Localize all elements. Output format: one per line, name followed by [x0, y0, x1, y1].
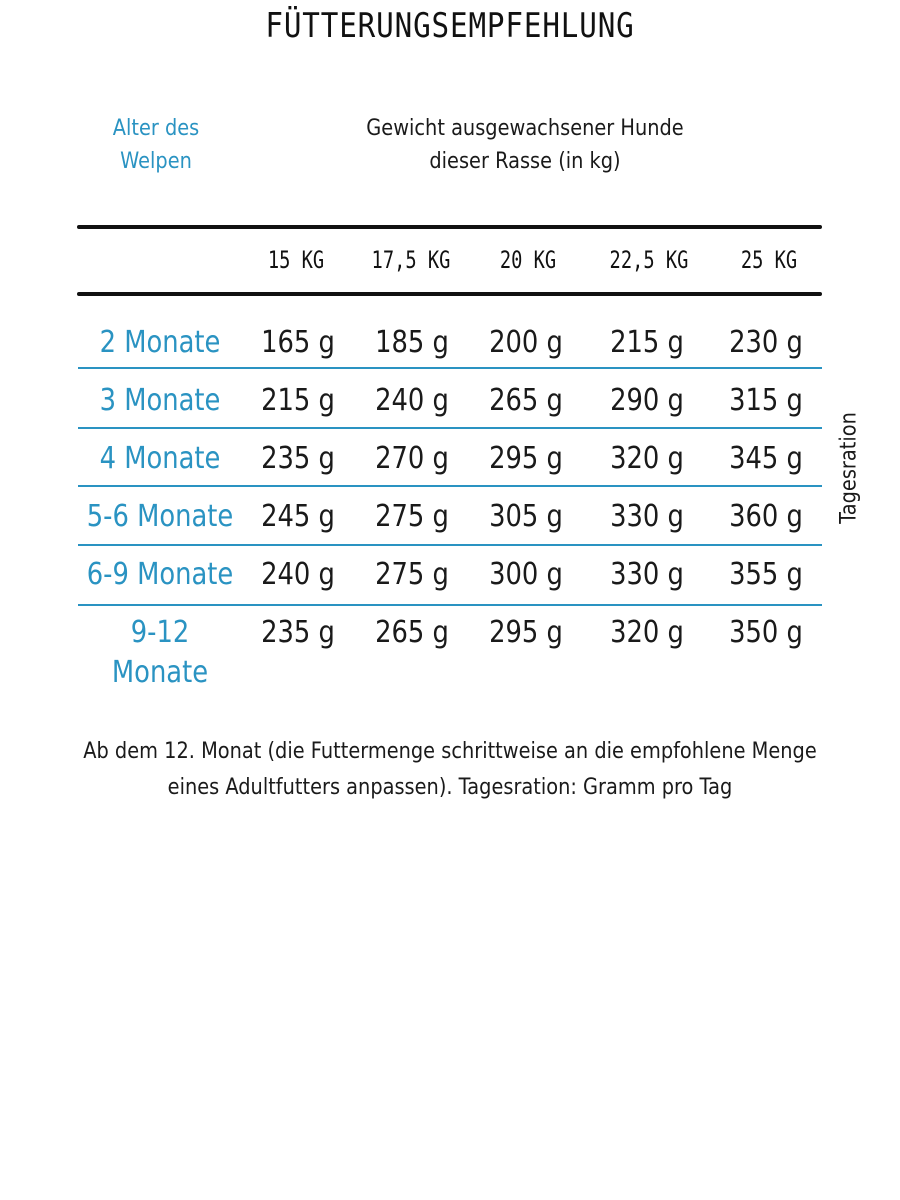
table-row	[0, 323, 900, 363]
table-cell: 165 g	[261, 325, 335, 360]
row-age-label: 5-6 Monate	[86, 499, 234, 534]
table-row	[0, 381, 900, 421]
table-cell: 275 g	[375, 499, 449, 534]
weight-header-line-2: dieser Rasse (in kg)	[429, 149, 621, 174]
table-cell: 235 g	[261, 615, 335, 650]
table-cell: 240 g	[375, 383, 449, 418]
footnote	[54, 734, 846, 806]
table-cell: 265 g	[375, 615, 449, 650]
table-row	[0, 555, 900, 595]
weight-header-line-1: Gewicht ausgewachsener Hunde	[366, 116, 684, 141]
row-age-label: 2 Monate	[99, 325, 221, 360]
table-cell: 200 g	[489, 325, 563, 360]
age-header-line-1: Alter des	[112, 116, 200, 141]
table-cell: 265 g	[489, 383, 563, 418]
table-cell: 215 g	[610, 325, 684, 360]
weight-column-heading: 25 KG	[740, 246, 798, 274]
table-cell: 330 g	[610, 499, 684, 534]
weight-column-heading: 15 KG	[267, 246, 325, 274]
table-cell: 290 g	[610, 383, 684, 418]
table-cell: 300 g	[489, 557, 563, 592]
weight-column-heading: 17,5 KG	[371, 246, 451, 274]
table-row	[0, 497, 900, 537]
page-title: FÜTTERUNGSEMPFEHLUNG	[265, 6, 635, 46]
table-row	[0, 439, 900, 479]
table-cell: 185 g	[375, 325, 449, 360]
table-cell: 275 g	[375, 557, 449, 592]
table-cell: 350 g	[729, 615, 803, 650]
row-age-label: 9-12 Monate	[111, 615, 209, 690]
row-divider	[78, 604, 822, 606]
row-age-label: 6-9 Monate	[86, 557, 234, 592]
row-divider	[78, 367, 822, 369]
table-cell: 305 g	[489, 499, 563, 534]
table-header-rule	[77, 292, 822, 296]
table-cell: 295 g	[489, 615, 563, 650]
weight-column-heading: 22,5 KG	[609, 246, 689, 274]
row-divider	[78, 485, 822, 487]
footnote-line-1: Ab dem 12. Monat (die Futtermenge schrittweise an die empfohlene Menge	[83, 739, 817, 764]
row-age-label: 3 Monate	[99, 383, 221, 418]
table-cell: 230 g	[729, 325, 803, 360]
row-divider	[78, 544, 822, 546]
table-cell: 240 g	[261, 557, 335, 592]
table-cell: 245 g	[261, 499, 335, 534]
table-row	[0, 613, 900, 690]
table-cell: 345 g	[729, 441, 803, 476]
table-cell: 270 g	[375, 441, 449, 476]
table-cell: 295 g	[489, 441, 563, 476]
table-cell: 320 g	[610, 441, 684, 476]
age-header-line-2: Welpen	[120, 149, 192, 174]
table-cell: 320 g	[610, 615, 684, 650]
footnote-line-2: eines Adultfutters anpassen). Tagesration: Gramm pro Tag	[167, 775, 733, 800]
table-cell: 355 g	[729, 557, 803, 592]
table-cell: 215 g	[261, 383, 335, 418]
row-divider	[78, 427, 822, 429]
table-cell: 235 g	[261, 441, 335, 476]
table-cell: 315 g	[729, 383, 803, 418]
age-column-header	[86, 112, 227, 178]
weight-column-header	[336, 112, 714, 178]
weight-column-heading: 20 KG	[499, 246, 557, 274]
table-cell: 330 g	[610, 557, 684, 592]
tagesration-side-label: Tagesration	[836, 412, 862, 524]
row-age-label: 4 Monate	[99, 441, 221, 476]
table-cell: 360 g	[729, 499, 803, 534]
table-top-rule	[77, 225, 822, 229]
